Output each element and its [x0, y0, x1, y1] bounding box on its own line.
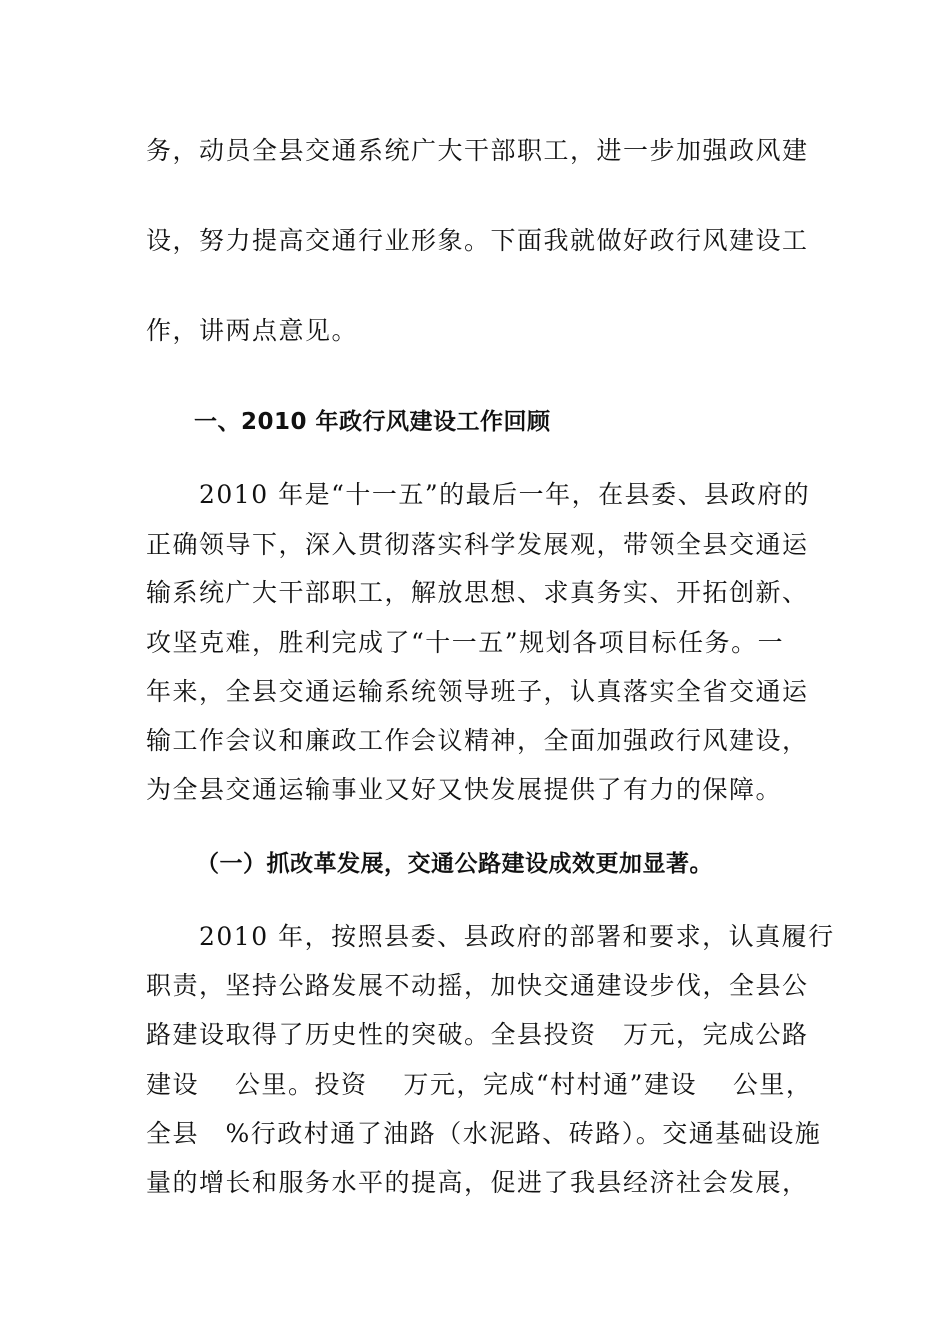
paragraph-line: 全县 %行政村通了油路（水泥路、砖路）。交通基础设施: [146, 1119, 822, 1148]
paragraph-line: 为全县交通运输事业又好又快发展提供了有力的保障。: [146, 775, 783, 804]
paragraph-line: 正确领导下，深入贯彻落实科学发展观，带领全县交通运: [146, 530, 809, 559]
intro-line-1: 务，动员全县交通系统广大干部职工，进一步加强政风建: [146, 136, 809, 165]
paragraph-line: 2010 年是“十一五”的最后一年，在县委、县政府的: [146, 480, 811, 509]
paragraph-line: 2010 年，按照县委、县政府的部署和要求，认真履行: [146, 922, 835, 951]
paragraph-line: 建设 公里。投资 万元，完成“村村通”建设 公里，: [146, 1070, 813, 1099]
subsection-heading: （一）抓改革发展，交通公路建设成效更加显著。: [196, 851, 713, 877]
intro-line-2: 设，努力提高交通行业形象。下面我就做好政行风建设工: [146, 226, 809, 255]
paragraph-line: 攻坚克难，胜利完成了“十一五”规划各项目标任务。一: [146, 628, 785, 657]
paragraph-line: 输系统广大干部职工，解放思想、求真务实、开拓创新、: [146, 578, 809, 607]
paragraph-line: 年来，全县交通运输系统领导班子，认真落实全省交通运: [146, 677, 809, 706]
section-heading: 一、2010 年政行风建设工作回顾: [194, 409, 551, 435]
paragraph-line: 职责，坚持公路发展不动摇，加快交通建设步伐，全县公: [146, 971, 809, 1000]
paragraph-line: 路建设取得了历史性的突破。全县投资 万元，完成公路: [146, 1020, 809, 1049]
paragraph-line: 量的增长和服务水平的提高，促进了我县经济社会发展，: [146, 1168, 809, 1197]
paragraph-line: 输工作会议和廉政工作会议精神，全面加强政行风建设，: [146, 726, 809, 755]
intro-line-3: 作，讲两点意见。: [146, 316, 359, 345]
